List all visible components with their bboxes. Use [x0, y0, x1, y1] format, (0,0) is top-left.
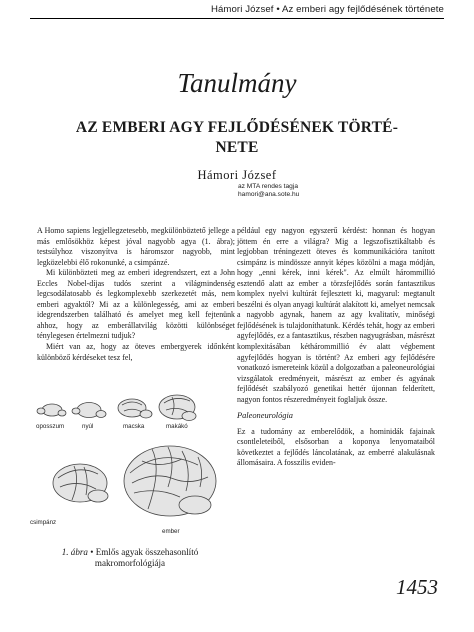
- title-line-1: AZ EMBERI AGY FEJLŐDÉSÉNEK TÖRTÉ-: [75, 119, 399, 136]
- article-title: [40, 118, 434, 158]
- author-name: Hámori József: [197, 168, 277, 182]
- paragraph: Mi különbözteti meg az emberi idegrendszert, ezt a John Eccles Nobel-díjas tudós szerint a világmindenség legcsodálatosabb és legkomplexebb szerkezetét más, nem emberi agyaktól? Mi az a különlegesség, ami az emberi idegrendszerben található és amelyet meg kell fejtenünk ahhoz, hogy az emberállatvilág közötti különbséget ténylegesen értelmezni tudjuk?: [37, 268, 235, 341]
- paragraph: Ez a tudomány az emberelődök, a hominidák fajainak csontleleteiből, elsősorban a koponya lenyomataiból következtet a fejlődés láncolatának, az emberré alakulásnak állomásaira. A fosszilis eviden-: [237, 426, 435, 468]
- header-rule: [30, 18, 444, 19]
- section-label: Tanulmány: [177, 68, 297, 98]
- subsection-heading: Paleoneurológia: [237, 411, 293, 421]
- label-rabbit: nyúl: [82, 423, 94, 430]
- left-column: [37, 226, 235, 363]
- figure-caption: [30, 547, 230, 569]
- brain-comparison-figure: [22, 383, 230, 548]
- paragraph: A Homo sapiens legjellegzetesebb, megkülönböztető jellege a más emlősökhöz képest jóval nagyobb agya (1. ábra); testsúlyhoz viszonyítva is háromszor nagyobb, mint legközelebbi élő rokonunké, a csimpánzé.: [37, 226, 235, 267]
- author-affiliation: az MTA rendes tagja: [238, 183, 298, 190]
- label-macaque: makákó: [166, 423, 188, 430]
- label-chimpanzee: csimpánz: [30, 519, 57, 526]
- caption-number: 1. ábra: [61, 547, 88, 557]
- paragraph: például egy nagyon egyszerű kérdést: honnan és hogyan jöttem én erre a világra? Mig a legszofisztikáltabb és legjobban tréningezett öteves és kommunikációra tanított csimpánz is mindössze annyit képes közölni a maga módján, hogy „enni kérek, inni kérek". Az elmúlt hárommillió esztendő alatt az ember a törzsfejlődés során fantasztikus komplex nyelvi kultúrát fejlesztett ki, magyarul: megtanult beszélni és olyan anyagi kultúrát alakított ki, amelyet nemcsak a nagyobb agynak, hanem az agy kvalitatív, minőségi fejlődésének is tulajdoníthatunk. Kérdés tehát, hogy az emberi agyfejlődés, ez a fantasztikus, részben nagyugrásban, másrészt komplexitásában kéthárommillió év alatt végbement agyfejlődés hogyan is történt? Az emberi agy fejlődésére vonatkozó ismereteink közül a dolgozatban a paleoneurológiai vizsgálatok eredményeit, másrészt az ember és agyának fejlődését szabályozó genetikai hettér újonnan felderített, nagyon fontos részeredményeit foglaljuk össze.: [237, 226, 435, 404]
- label-human: ember: [162, 528, 180, 535]
- running-header: Hámori József • Az emberi agy fejlődésének története: [210, 4, 444, 15]
- opossum-brain: [37, 404, 66, 416]
- brains-illustration: [22, 383, 230, 548]
- macaque-brain: [159, 395, 196, 421]
- title-line-2: NETE: [215, 139, 259, 156]
- caption-bullet: •: [90, 547, 94, 557]
- cat-brain: [118, 399, 152, 418]
- right-column: [237, 226, 435, 469]
- page-number: 1453: [396, 575, 438, 599]
- caption-text: Emlős agyak összehasonlító makromorfológiája: [94, 547, 199, 568]
- author-affiliation-block: [238, 183, 299, 199]
- label-monkey: macska: [123, 423, 145, 430]
- chimpanzee-brain: [53, 464, 108, 502]
- author-email: hamori@ana.sote.hu: [238, 191, 300, 198]
- label-opossum: oposszum: [36, 423, 65, 430]
- rabbit-brain: [72, 403, 106, 418]
- human-brain: [124, 446, 216, 516]
- paragraph: Miért van az, hogy az öteves embergyerek időnként különböző kérdéseket tesz fel,: [37, 342, 235, 362]
